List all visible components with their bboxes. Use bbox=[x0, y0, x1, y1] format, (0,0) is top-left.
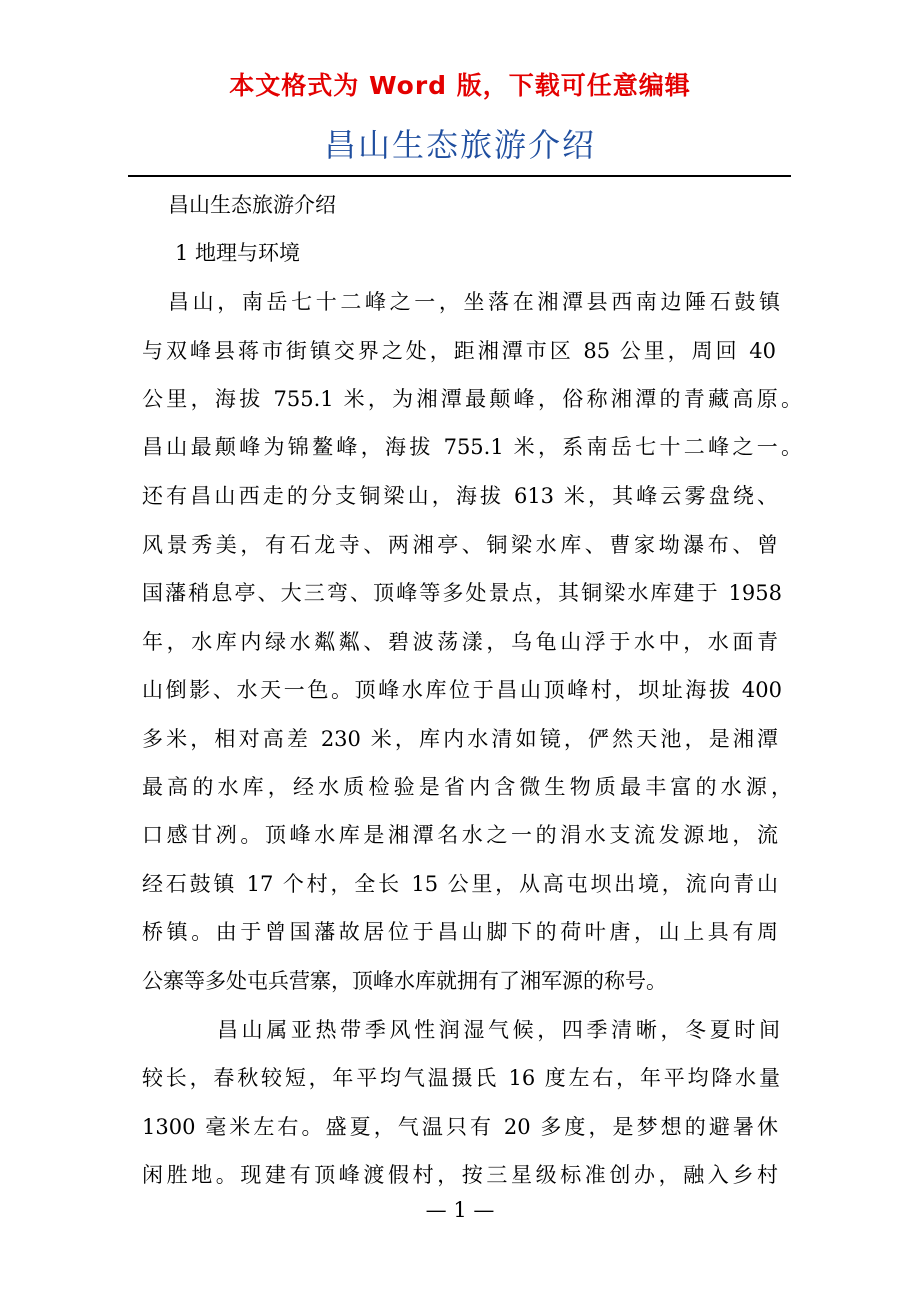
paragraph-line: 昌山属亚热带季风性润湿气候，四季清晰，冬夏时间 bbox=[217, 1018, 780, 1042]
paragraph-line: 多米，相对高差 230 米，库内水清如镜，俨然天池，是湘潭 bbox=[142, 727, 778, 751]
paragraph-line: 公里，海拔 755.1 米，为湘潭最颠峰，俗称湘潭的青藏高原。 bbox=[142, 387, 802, 411]
paragraph-line: 与双峰县蒋市街镇交界之处，距湘潭市区 85 公里，周回 40 bbox=[142, 339, 776, 363]
paragraph-line: 经石鼓镇 17 个村，全长 15 公里，从高屯坝出境，流向青山 bbox=[142, 872, 778, 896]
paragraph-line: 桥镇。由于曾国藩故居位于昌山脚下的荷叶唐，山上具有周 bbox=[142, 920, 778, 944]
document-title: 昌山生态旅游介绍 bbox=[323, 126, 596, 164]
paragraph-line: 国藩稍息亭、大三弯、顶峰等多处景点，其铜梁水库建于 1958 bbox=[142, 581, 782, 605]
paragraph-line: 1300 毫米左右。盛夏，气温只有 20 多度，是梦想的避暑休 bbox=[142, 1115, 778, 1139]
section-heading: 1 地理与环境 bbox=[175, 241, 301, 265]
paragraph-line: 年，水库内绿水粼粼、碧波荡漾，乌龟山浮于水中，水面青 bbox=[142, 630, 778, 654]
paragraph-line: 较长，春秋较短，年平均气温摄氏 16 度左右，年平均降水量 bbox=[142, 1066, 780, 1090]
paragraph-line: 公寨等多处屯兵营寨，顶峰水库就拥有了湘军源的称号。 bbox=[142, 969, 667, 993]
paragraph-line: 昌山，南岳七十二峰之一，坐落在湘潭县西南边陲石鼓镇 bbox=[168, 290, 780, 314]
article-subtitle: 昌山生态旅游介绍 bbox=[168, 193, 336, 217]
paragraph-line: 闲胜地。现建有顶峰渡假村，按三星级标准创办，融入乡村 bbox=[142, 1163, 778, 1187]
paragraph-line: 山倒影、水天一色。顶峰水库位于昌山顶峰村，坝址海拔 400 bbox=[142, 678, 782, 702]
paragraph-line: 昌山最颠峰为锦鳌峰，海拔 755.1 米，系南岳七十二峰之一。 bbox=[142, 435, 802, 459]
header-divider bbox=[128, 175, 791, 177]
paragraph-line: 风景秀美，有石龙寺、两湘亭、铜梁水库、曹家坳瀑布、曾 bbox=[142, 533, 778, 557]
paragraph-line: 还有昌山西走的分支铜梁山，海拔 613 米，其峰云雾盘绕、 bbox=[142, 484, 778, 508]
format-banner: 本文格式为 Word 版，下载可任意编辑 bbox=[229, 71, 691, 100]
paragraph-line: 最高的水库，经水质检验是省内含微生物质最丰富的水源， bbox=[142, 775, 792, 799]
paragraph-line: 口感甘冽。顶峰水库是湘潭名水之一的涓水支流发源地，流 bbox=[142, 823, 778, 847]
page-number: — 1 — bbox=[425, 1198, 495, 1222]
